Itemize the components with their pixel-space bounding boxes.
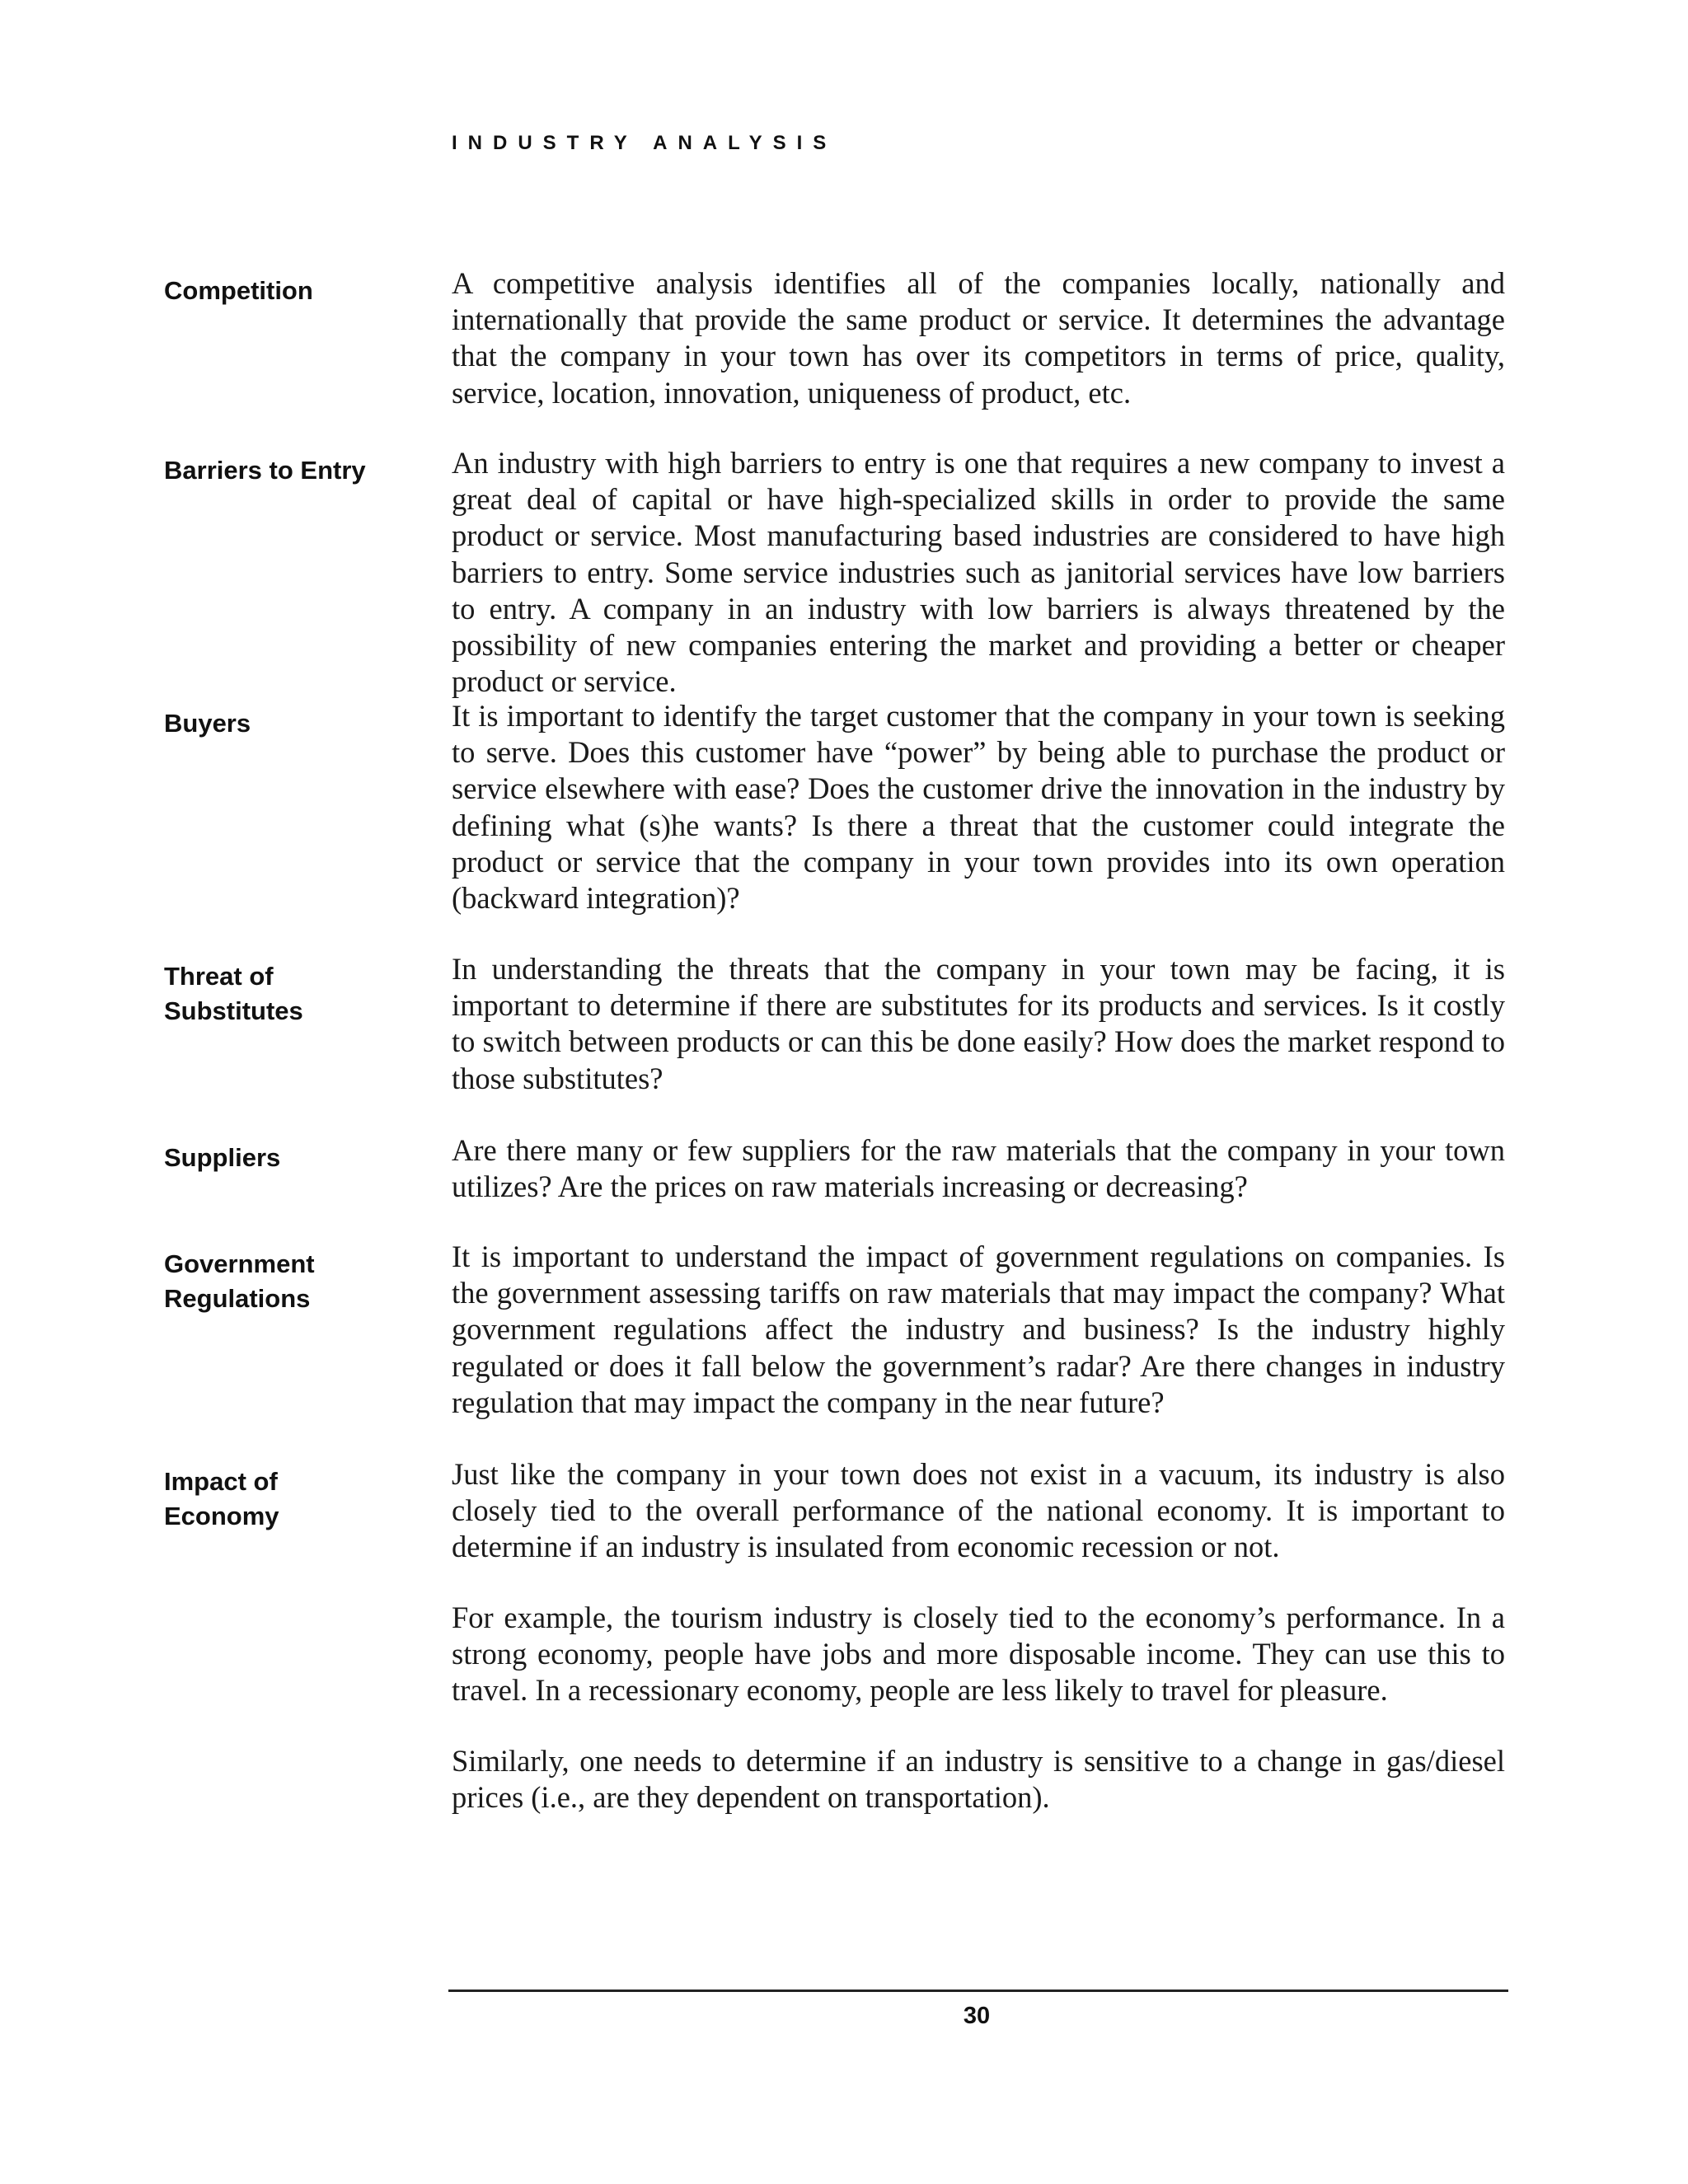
section-label-government-regulations: Government Regulations	[164, 1249, 315, 1313]
section-label-suppliers: Suppliers	[164, 1143, 281, 1172]
section-label-competition: Competition	[164, 276, 313, 305]
section-text-impact-of-economy-fuel: Similarly, one needs to determine if an industry is sensitive to a change in gas/diesel prices (i.e., are they dependent on transportation).	[452, 1744, 1505, 1815]
section-label-barriers-to-entry: Barriers to Entry	[164, 456, 366, 485]
section-text-suppliers: Are there many or few suppliers for the raw materials that the company in your town utilizes? Are the prices on raw materials increasing or decreasing?	[452, 1133, 1505, 1204]
page-number: 30	[963, 2003, 991, 2029]
section-text-impact-of-economy-example: For example, the tourism industry is closely tied to the economy’s performance. In a strong economy, people have jobs and more disposable income. They can use this to travel. In a recessionary economy, people are less likely to travel for pleasure.	[452, 1601, 1505, 1708]
section-text-buyers: It is important to identify the target customer that the company in your town is seeking to serve. Does this customer have “power” by being able to purchase the product or service elsewhere with ease? Does the customer drive the innovation in the industry by defining what (s)he wants? Is there a threat that the customer could integrate the product or service that the company in your town provides into its own operation (backward integration)?	[452, 699, 1505, 916]
section-text-impact-of-economy: Just like the company in your town does not exist in a vacuum, its industry is also closely tied to the overall performance of the national economy. It is important to determine if an industry is insulated from economic recession or not.	[452, 1457, 1505, 1564]
section-label-buyers: Buyers	[164, 709, 251, 738]
page-header-title: INDUSTRY ANALYSIS	[452, 132, 837, 154]
section-text-threat-of-substitutes: In understanding the threats that the company in your town may be facing, it is important to determine if there are substitutes for its products and services. Is it costly to switch between products or can this be done easily? How does the market respond to those substitutes?	[452, 952, 1505, 1095]
section-text-barriers-to-entry: An industry with high barriers to entry is one that requires a new company to invest a great deal of capital or have high-specialized skills in order to provide the same product or service. Most manufacturing based industries are considered to have high barriers to entry. Some service industries such as janitorial services have low barriers to entry. A company in an industry with low barriers is always threatened by the possibility of new companies entering the market and providing a better or cheaper product or service.	[452, 446, 1505, 699]
section-text-competition: A competitive analysis identifies all of the companies locally, nationally and internationally that provide the same product or service. It determines the advantage that the company in your town has over its competitors in terms of price, quality, service, location, innovation, uniqueness of product, etc.	[452, 266, 1505, 410]
footer-divider	[448, 1990, 1508, 1992]
section-label-impact-of-economy: Impact of Economy	[164, 1467, 279, 1530]
section-text-government-regulations: It is important to understand the impact of government regulations on companies. Is the government assessing tariffs on raw materials that may impact the company? What government regulations affect the industry and business? Is the industry highly regulated or does it fall below the government’s radar? Are there changes in industry regulation that may impact the company in the near future?	[452, 1240, 1505, 1419]
section-label-threat-of-substitutes: Threat of Substitutes	[164, 962, 303, 1025]
